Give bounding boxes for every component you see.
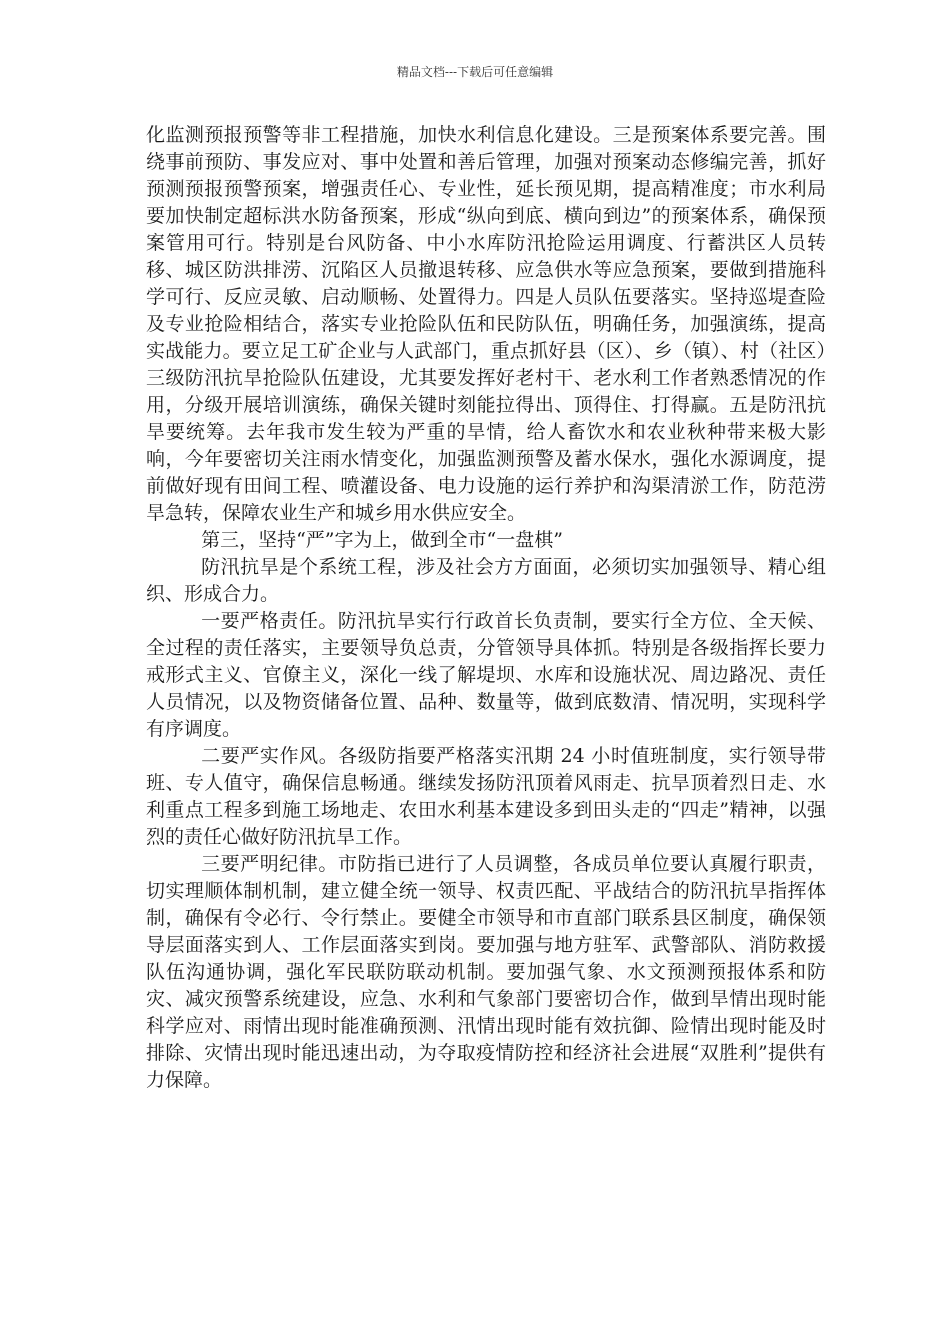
paragraph: 防汛抗旱是个系统工程，涉及社会方方面面，必须切实加强领导、精心组织、形成合力。 bbox=[146, 556, 826, 605]
paragraph: 二要严实作风。各级防指要严格落实汛期 24 小时值班制度，实行领导带班、专人值守，确保信息畅通。继续发扬防汛顶着风雨走、抗旱顶着烈日走、水利重点工程多到施工场地走、农田水利基本建设多到田头走的“四走”精神，以强烈的责任心做好防汛抗旱工作。 bbox=[146, 745, 826, 848]
page-header: 精品文档---下载后可任意编辑 bbox=[396, 65, 554, 79]
paragraph-continued: 化监测预报预警等非工程措施，加快水利信息化建设。三是预案体系要完善。围绕事前预防、事发应对、事中处置和善后管理，加强对预案动态修编完善，抓好预测预报预警预案，增强责任心、专业性，延长预见期，提高精准度；市水利局要加快制定超标洪水防备预案，形成“纵向到底、横向到边”的预案体系，确保预案管用可行。特别是台风防备、中小水库防汛抢险运用调度、行蓄洪区人员转移、城区防洪排涝、沉陷区人员撤退转移、应急供水等应急预案，要做到措施科学可行、反应灵敏、启动顺畅、处置得力。四是人员队伍要落实。坚持巡堤查险及专业抢险相结合，落实专业抢险队伍和民防队伍，明确任务，加强演练，提高实战能力。要立足工矿企业与人武部门，重点抓好县（区）、乡（镇）、村（社区）三级防汛抗旱抢险队伍建设，尤其要发挥好老村干、老水利工作者熟悉情况的作用，分级开展培训演练，确保关键时刻能拉得出、顶得住、打得赢。五是防汛抗旱要统筹。去年我市发生较为严重的旱情，给人畜饮水和农业秋种带来极大影响，今年要密切关注雨水情变化，加强监测预警及蓄水保水，强化水源调度，提前做好现有田间工程、喷灌设备、电力设施的运行养护和沟渠清淤工作，防范涝旱急转，保障农业生产和城乡用水供应安全。 bbox=[146, 124, 826, 524]
section-heading: 第三，坚持“严”字为上，做到全市“一盘棋” bbox=[201, 529, 563, 551]
paragraph: 一要严格责任。防汛抗旱实行行政首长负责制，要实行全方位、全天候、全过程的责任落实，主要领导负总责，分管领导具体抓。特别是各级指挥长要力戒形式主义、官僚主义，深化一线了解堤坝、水库和设施状况、周边路况、责任人员情况，以及物资储备位置、品种、数量等，做到底数清、情况明，实现科学有序调度。 bbox=[146, 610, 826, 740]
document-body bbox=[146, 122, 826, 1094]
paragraph: 三要严明纪律。市防指已进行了人员调整，各成员单位要认真履行职责，切实理顺体制机制，建立健全统一领导、权责匹配、平战结合的防汛抗旱指挥体制，确保有令必行、令行禁止。要健全市领导和市直部门联系县区制度，确保领导层面落实到人、工作层面落实到岗。要加强与地方驻军、武警部队、消防救援队伍沟通协调，强化军民联防联动机制。要加强气象、水文预测预报体系和防灾、减灾预警系统建设，应急、水利和气象部门要密切合作，做到旱情出现时能科学应对、雨情出现时能准确预测、汛情出现时能有效抗御、险情出现时能及时排除、灾情出现时能迅速出动，为夺取疫情防控和经济社会进展“双胜利”提供有力保障。 bbox=[146, 853, 826, 1091]
